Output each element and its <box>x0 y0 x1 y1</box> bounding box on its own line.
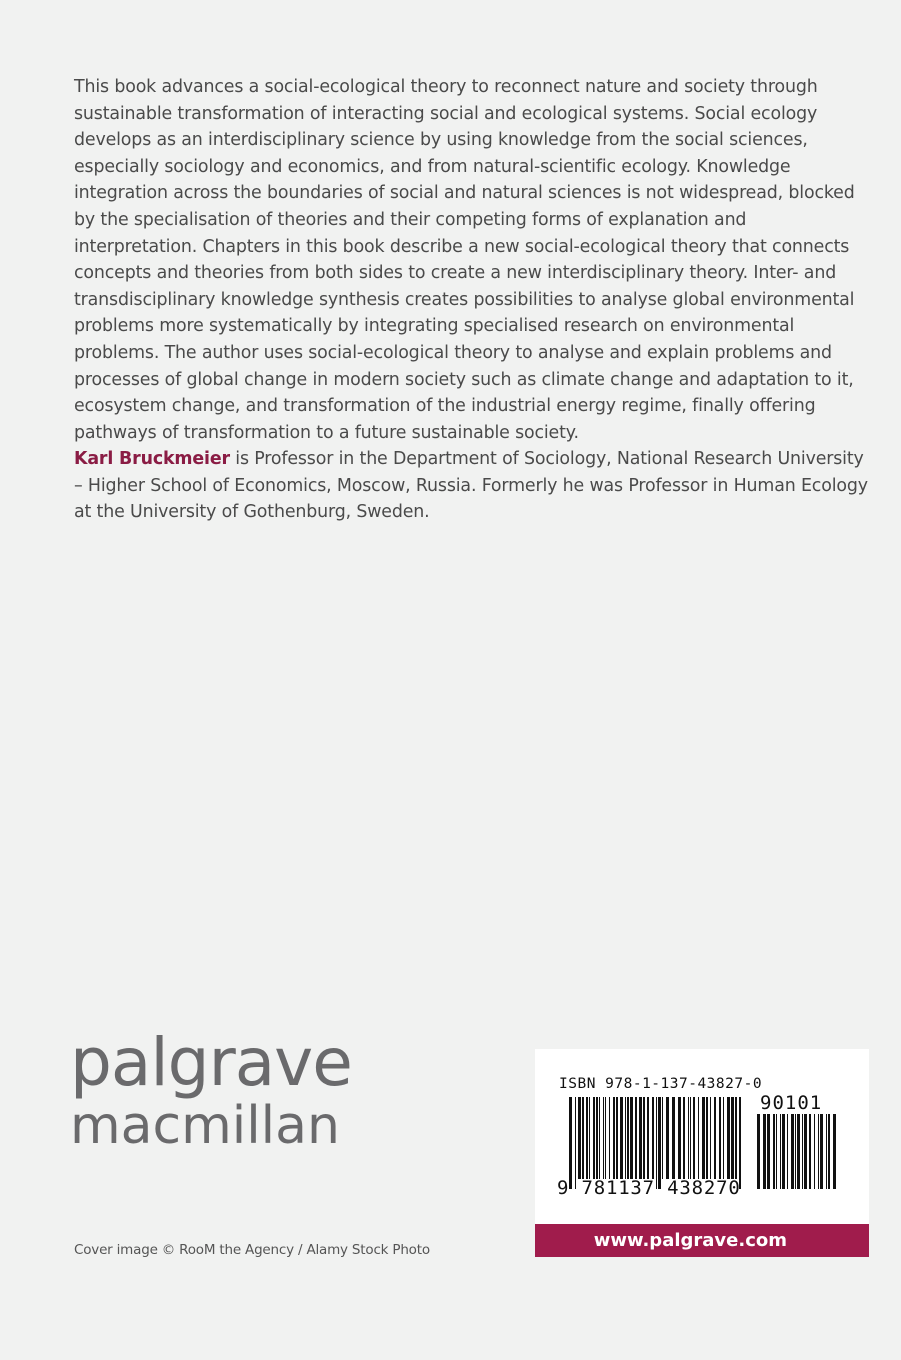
barcode-bar <box>702 1097 705 1179</box>
barcode-bar <box>698 1097 699 1179</box>
barcode-bar <box>797 1114 800 1189</box>
barcode-bar <box>804 1114 807 1189</box>
publisher-logo <box>70 1024 352 1156</box>
barcode-bar <box>593 1097 595 1179</box>
barcode-bar <box>599 1097 600 1179</box>
ean-digits: 9 781137 438270 <box>557 1177 741 1199</box>
barcode-bar <box>569 1097 572 1189</box>
barcode-bar <box>620 1097 623 1179</box>
barcode-bar <box>643 1097 645 1179</box>
barcode-bar <box>613 1097 615 1179</box>
barcode-bar <box>787 1114 788 1189</box>
barcode-bar <box>693 1097 695 1179</box>
author-name: Karl Bruckmeier <box>74 449 230 469</box>
author-bio-text: is Professor in the Department of Sociology, National Research University – Higher School of Economics, Moscow, Russia. Formerly he was Professor in Human Ecology at the University of Gothenburg, Sweden. <box>74 449 868 523</box>
barcode-bar <box>809 1114 811 1189</box>
barcode-bar <box>656 1097 657 1189</box>
barcode-bar <box>714 1097 716 1179</box>
ean-barcode-bars <box>569 1097 741 1189</box>
isbn-barcode-box <box>535 1049 869 1224</box>
barcode-bar <box>826 1114 827 1189</box>
barcode-bar <box>678 1097 681 1179</box>
barcode-bar <box>627 1097 629 1179</box>
barcode-bar <box>605 1097 606 1179</box>
back-cover-blurb: This book advances a social-ecological theory to reconnect nature and society through sustainable transformation of interacting social and ecological systems. Social ecology develops as an interdisciplinary science by using knowledge from the social sciences, especially sociology and economics, and from natural-scientific ecology. Knowledge integration across the boundaries of social and natural sciences is not widespread, blocked by the specialisation of theories and their competing forms of explanation and interpretation. Chapters in this book describe a new social-ecological theory that connects concepts and theories from both sides to create a new interdisciplinary theory. Inter- and transdisciplinary knowledge synthesis creates possibilities to analyse global environmental problems more systematically by integrating specialised research on environmental problems. The author uses social-ecological theory to analyse and explain problems and processes of global change in modern society such as climate change and adaptation to it, ecosystem change, and transformation of the industrial energy regime, finally offering pathways of transformation to a future sustainable society. <box>74 77 855 443</box>
barcode-bar <box>723 1097 724 1179</box>
barcode-bar <box>582 1097 584 1179</box>
barcode-bar <box>609 1097 610 1179</box>
barcode-bar <box>616 1097 618 1179</box>
addon-barcode-bars <box>757 1114 836 1189</box>
publisher-logo-line1: palgrave <box>70 1024 352 1101</box>
barcode-bar <box>578 1097 581 1179</box>
barcode-bar <box>776 1114 777 1189</box>
barcode-bar <box>818 1114 819 1189</box>
barcode-bar <box>802 1114 803 1189</box>
barcode-bar <box>719 1097 721 1179</box>
barcode-bar <box>814 1114 815 1189</box>
barcode-bar <box>767 1114 770 1189</box>
barcode-bar <box>575 1097 576 1189</box>
barcode-bar <box>795 1114 796 1189</box>
barcode-bar <box>731 1097 734 1179</box>
barcode-bar <box>706 1097 708 1179</box>
barcode-bar <box>683 1097 685 1179</box>
barcode-bar <box>666 1097 669 1179</box>
barcode-bar <box>688 1097 689 1179</box>
author-bio <box>74 446 874 526</box>
isbn-label: ISBN 978-1-137-43827-0 <box>559 1076 763 1092</box>
barcode-bar <box>690 1097 691 1179</box>
barcode-bar <box>710 1097 711 1179</box>
publisher-url[interactable]: www.palgrave.com <box>593 1230 787 1251</box>
publisher-url-bar <box>535 1224 869 1257</box>
barcode-bar <box>589 1097 590 1179</box>
barcode-bar <box>735 1097 737 1179</box>
barcode-bar <box>635 1097 637 1179</box>
barcode-bar <box>763 1114 766 1189</box>
publisher-logo-line2: macmillan <box>70 1096 340 1156</box>
addon-digits: 90101 <box>760 1092 823 1114</box>
barcode-bar <box>672 1097 675 1179</box>
cover-image-credit: Cover image © RooM the Agency / Alamy Stock Photo <box>74 1242 430 1258</box>
barcode-bar <box>757 1114 760 1189</box>
barcode-bar <box>658 1097 661 1189</box>
barcode-bar <box>782 1114 785 1189</box>
barcode-bar <box>603 1097 604 1179</box>
barcode-bar <box>586 1097 588 1179</box>
barcode-bar <box>828 1114 830 1189</box>
barcode-bar <box>727 1097 730 1179</box>
barcode-bar <box>630 1097 633 1179</box>
barcode-bar <box>662 1097 663 1179</box>
barcode-bar <box>820 1114 823 1189</box>
barcode-bar <box>833 1114 836 1189</box>
barcode-bar <box>739 1097 741 1189</box>
barcode-bar <box>791 1114 794 1189</box>
barcode-bar <box>596 1097 598 1179</box>
barcode-bar <box>773 1114 775 1189</box>
barcode-bar <box>647 1097 649 1179</box>
barcode-bar <box>625 1097 626 1179</box>
barcode-bar <box>639 1097 642 1179</box>
barcode-bar <box>780 1114 781 1189</box>
barcode-bar <box>652 1097 654 1179</box>
